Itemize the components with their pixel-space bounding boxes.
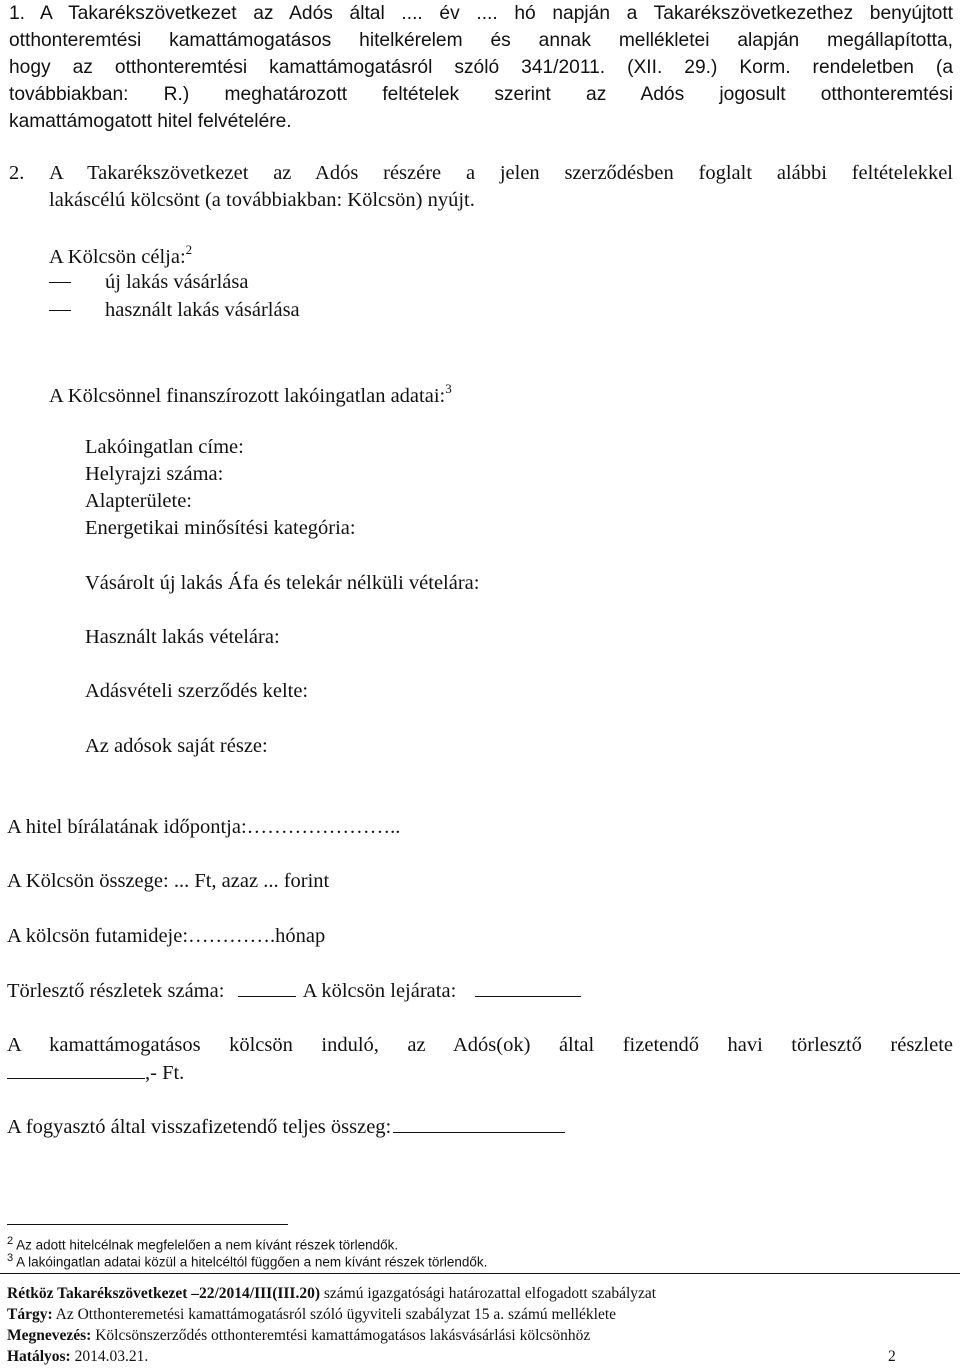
page-number: 2 xyxy=(888,1348,896,1365)
footer-line-2: Tárgy: Az Otthonteremetési kamattámogatásról szóló ügyviteli szabályzat 15 a. számú melléklete xyxy=(7,1306,617,1323)
footnote-separator xyxy=(7,1224,288,1225)
total-repayment-line: A fogyasztó által visszafizetendő teljes összeg: xyxy=(7,1115,565,1139)
property-energy-label: Energetikai minősítési kategória: xyxy=(85,517,356,539)
purpose-item-new: új lakás vásárlása xyxy=(49,271,248,294)
item1-line-5: kamattámogatott hitel felvételére. xyxy=(9,111,292,132)
installments-blank xyxy=(238,979,296,997)
total-blank xyxy=(393,1115,565,1133)
item1-line-4: továbbiakban: R.) meghatározott feltételek szerint az Adós jogosult otthonteremtési xyxy=(9,84,953,105)
installments-label: Törlesztő részletek száma: xyxy=(7,980,225,1002)
property-area-label: Alapterülete: xyxy=(85,490,193,512)
maturity-blank xyxy=(475,979,581,997)
footer-line-3: Megnevezés: Kölcsönszerződés otthonteremtési kamattámogatásos lakásvásárlási kölcsönhöz xyxy=(7,1327,591,1344)
item1-number: 1. xyxy=(9,3,26,24)
footnote-ref-2: 2 xyxy=(185,242,193,257)
item2-number: 2. xyxy=(9,162,25,184)
monthly-installment-line: ,- Ft. xyxy=(7,1061,184,1085)
item2-line-1: A Takarékszövetkezet az Adós részére a jelen szerződésben foglalt alábbi feltételekkel xyxy=(49,162,953,184)
new-price-label: Vásárolt új lakás Áfa és telekár nélküli vételára: xyxy=(85,572,480,594)
contract-date-label: Adásvételi szerződés kelte: xyxy=(85,680,309,702)
monthly-blank xyxy=(7,1061,145,1079)
monthly-installment-label: A kamattámogatásos kölcsön induló, az Adós(ok) által fizetendő havi törlesztő részlete xyxy=(7,1034,953,1056)
property-lot-label: Helyrajzi száma: xyxy=(85,463,224,485)
dash-bullet xyxy=(49,310,71,311)
footer-line-4: Hatályos: 2014.03.21. xyxy=(7,1348,149,1365)
property-address-label: Lakóingatlan címe: xyxy=(85,436,244,458)
dash-bullet xyxy=(49,282,71,283)
footnote-3: $^3$ A lakóingatlan adatai közül a hitelcéltól függően a nem kívánt részek törlendők. xyxy=(7,1252,488,1270)
item1-line-1: A Takarékszövetkezet az Adós által .... év .... hó napján a Takarékszövetkezethez benyújtott xyxy=(40,3,953,24)
loan-term-line: A kölcsön futamideje:………….hónap xyxy=(7,925,326,947)
footnote-2: $^2$ Az adott hitelcélnak megfelelően a nem kívánt részek törlendők. xyxy=(7,1235,399,1253)
footer-line-1: Rétköz Takarékszövetkezet –22/2014/III(III.20) számú igazgatósági határozattal elfogadott szabályzat xyxy=(7,1285,657,1302)
purpose-title: A Kölcsön célja:$^2$ xyxy=(49,242,193,268)
property-title: A Kölcsönnel finanszírozott lakóingatlan adatai:$^3$ xyxy=(49,381,452,407)
purpose-item-used: használt lakás vásárlása xyxy=(49,299,300,322)
loan-amount-line: A Kölcsön összege: ... Ft, azaz ... forint xyxy=(7,870,330,892)
item1-line-3: hogy az otthonteremtési kamattámogatásról szóló 341/2011. (XII. 29.) Korm. rendeletben (a xyxy=(9,57,953,78)
used-price-label: Használt lakás vételára: xyxy=(85,626,280,648)
item1-line-2: otthonteremtési kamattámogatásos hitelkérelem és annak mellékletei alapján megállapította, xyxy=(9,30,953,51)
review-date-line: A hitel bírálatának időpontja:………………….. xyxy=(7,816,401,838)
footnote-ref-3: 3 xyxy=(445,381,452,396)
installments-line xyxy=(7,979,581,1003)
maturity-label: A kölcsön lejárata: xyxy=(302,980,457,1002)
footer-rule xyxy=(0,1273,960,1274)
item2-line-2: lakáscélú kölcsönt (a továbbiakban: Kölcsön) nyújt. xyxy=(49,189,475,211)
own-share-label: Az adósok saját része: xyxy=(85,735,268,757)
